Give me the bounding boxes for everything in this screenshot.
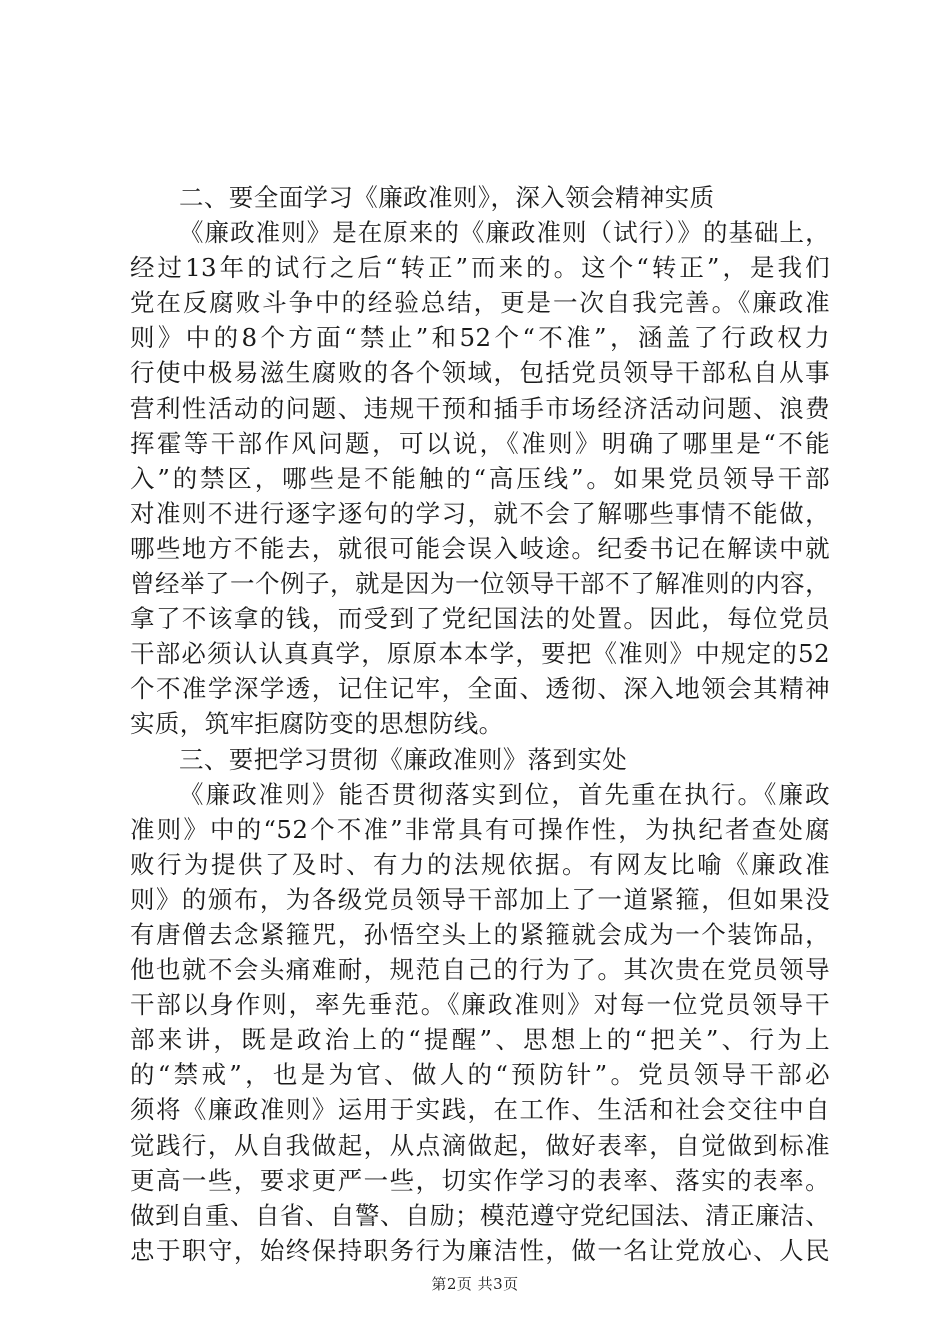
text-line: 觉践行，从自我做起，从点滴做起，做好表率，自觉做到标准: [130, 1130, 830, 1160]
paragraph-first-line: 《廉政准则》是在原来的《廉政准则（试行）》的基础上，: [179, 218, 830, 248]
text-line: 则》的颁布，为各级党员领导干部加上了一道紧箍，但如果没: [130, 884, 830, 914]
paragraph-first-line: 三、要把学习贯彻《廉政准则》落到实处: [179, 744, 628, 774]
text-line: 哪些地方不能去，就很可能会误入岐途。纪委书记在解读中就: [130, 533, 830, 563]
paragraph-first-line: 二、要全面学习《廉政准则》，深入领会精神实质: [179, 183, 715, 212]
text-line: 须将《廉政准则》运用于实践，在工作、生活和社会交往中自: [130, 1095, 830, 1125]
text-line: 部来讲，既是政治上的“提醒”、思想上的“把关”、行为上: [130, 1025, 830, 1055]
text-line: 党在反腐败斗争中的经验总结，更是一次自我完善。《廉政准: [130, 288, 830, 318]
text-line: 做到自重、自省、自警、自励；模范遵守党纪国法、清正廉洁、: [130, 1200, 830, 1230]
text-line: 他也就不会头痛难耐，规范自己的行为了。其次贵在党员领导: [130, 955, 830, 985]
paragraph-first-line: 《廉政准则》能否贯彻落实到位，首先重在执行。《廉政: [179, 779, 830, 809]
text-line: 曾经举了一个例子，就是因为一位领导干部不了解准则的内容，: [130, 569, 830, 599]
text-line: 对准则不进行逐字逐句的学习，就不会了解哪些事情不能做，: [130, 498, 830, 528]
text-line: 更高一些，要求更严一些，切实作学习的表率、落实的表率。: [130, 1165, 830, 1195]
text-line: 挥霍等干部作风问题，可以说，《准则》明确了哪里是“不能: [130, 428, 830, 458]
text-line: 实质，筑牢拒腐防变的思想防线。: [130, 709, 504, 739]
document-body: [130, 180, 830, 1268]
text-line: 干部必须认认真真学，原原本本学，要把《准则》中规定的52: [130, 639, 830, 669]
text-line: 营利性活动的问题、违规干预和插手市场经济活动问题、浪费: [130, 393, 830, 423]
text-line: 忠于职守，始终保持职务行为廉洁性，做一名让党放心、人民: [130, 1235, 830, 1265]
text-line: 则》中的8个方面“禁止”和52个“不准”，涵盖了行政权力: [130, 323, 830, 353]
text-line: 败行为提供了及时、有力的法规依据。有网友比喻《廉政准: [130, 849, 830, 879]
text-line: 准则》中的“52个不准”非常具有可操作性，为执纪者查处腐: [130, 814, 830, 844]
text-line: 有唐僧去念紧箍咒，孙悟空头上的紧箍就会成为一个装饰品，: [130, 919, 830, 949]
text-line: 个不准学深学透，记住记牢，全面、透彻、深入地领会其精神: [130, 674, 830, 704]
text-line: 经过13年的试行之后“转正”而来的。这个“转正”，是我们: [130, 253, 830, 283]
text-line: 干部以身作则，率先垂范。《廉政准则》对每一位党员领导干: [130, 990, 830, 1020]
text-line: 行使中极易滋生腐败的各个领域，包括党员领导干部私自从事: [130, 358, 830, 388]
text-line: 的“禁戒”，也是为官、做人的“预防针”。党员领导干部必: [130, 1060, 830, 1090]
page-footer: 第2页 共3页: [431, 1275, 519, 1293]
text-line: 入”的禁区，哪些是不能触的“高压线”。如果党员领导干部: [130, 463, 830, 493]
text-line: 拿了不该拿的钱，而受到了党纪国法的处置。因此，每位党员: [130, 604, 830, 634]
